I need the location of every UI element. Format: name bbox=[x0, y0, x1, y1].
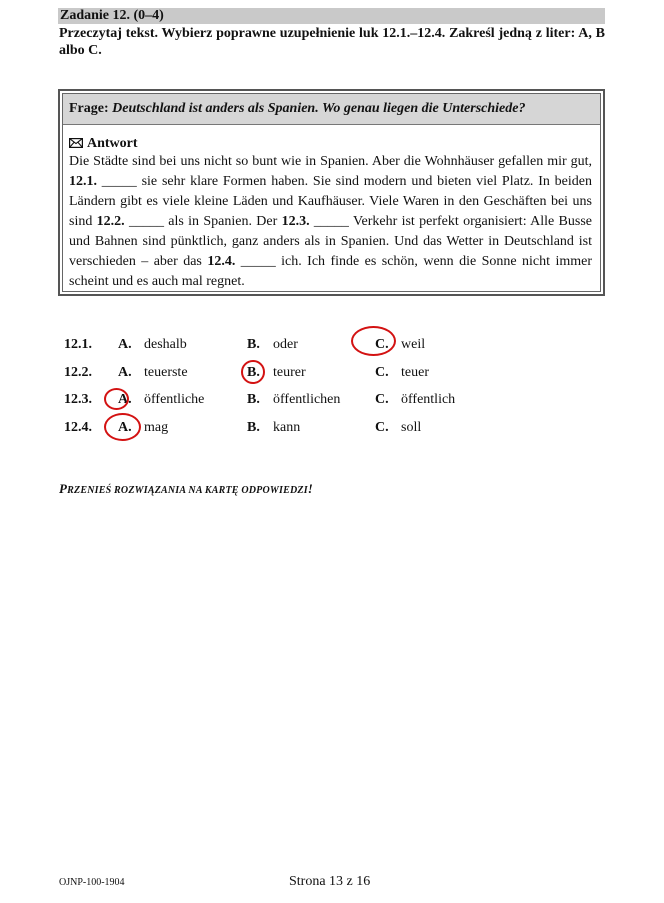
question-prefix: Frage: bbox=[69, 101, 109, 116]
answer-segment: _____ sie sehr klare Formen haben. Sie sind modern und bieten viel Platz. In beiden Ländern gibt es viele kleine Läden und Kaufhäuser. Viele Waren in den Geschäften bei uns sind bbox=[69, 174, 592, 229]
option-a-letter[interactable]: A. bbox=[118, 364, 132, 380]
option-b-letter[interactable]: B. bbox=[247, 419, 260, 435]
answer-circle-mark bbox=[241, 360, 265, 384]
option-c-letter[interactable]: C. bbox=[375, 337, 389, 352]
option-c-text: teuer bbox=[401, 364, 429, 380]
answer-segment: Die Städte sind bei uns nicht so bunt wie in Spanien. Aber die Wohnhäuser gefallen mir gut, bbox=[69, 154, 592, 169]
option-number: 12.4. bbox=[64, 419, 92, 435]
option-number: 12.3. bbox=[64, 392, 92, 407]
task-instruction: Przeczytaj tekst. Wybierz poprawne uzupełnienie luk 12.1.–12.4. Zakreśl jedną z liter: A, B albo C. bbox=[59, 26, 605, 58]
option-a-text: öffentliche bbox=[144, 392, 205, 407]
option-a-letter[interactable]: A. bbox=[118, 337, 132, 352]
option-number: 12.2. bbox=[64, 364, 92, 380]
option-b-letter[interactable]: B. bbox=[247, 337, 260, 352]
option-a-text: mag bbox=[144, 419, 169, 435]
option-a-letter[interactable]: A. bbox=[118, 392, 132, 407]
answer-text bbox=[69, 152, 592, 292]
option-c-letter[interactable]: C. bbox=[375, 364, 389, 380]
option-row-12-4 bbox=[64, 416, 584, 444]
answer-circle-mark bbox=[351, 326, 396, 356]
option-b-text: kann bbox=[273, 419, 301, 435]
page-number: Strona 13 z 16 bbox=[289, 874, 371, 889]
gap-label-12-2: 12.2. bbox=[96, 214, 125, 229]
transfer-note bbox=[59, 481, 313, 497]
document-code: OJNP-100-1904 bbox=[59, 877, 125, 888]
answer-segment: _____ ich. Ich finde es schön, wenn die Sonne nicht immer scheint und es auch mal regnet. bbox=[69, 254, 592, 289]
option-row-12-3 bbox=[64, 388, 584, 416]
answer-title-text: Antwort bbox=[87, 136, 138, 151]
answer-title bbox=[69, 136, 138, 152]
answer-segment: _____ als in Spanien. Der bbox=[124, 214, 282, 229]
answer-circle-mark bbox=[104, 388, 129, 410]
option-a-text: teuerste bbox=[144, 364, 188, 380]
envelope-icon bbox=[69, 138, 83, 148]
transfer-first-letter: P bbox=[59, 481, 68, 496]
option-c-text: weil bbox=[401, 337, 426, 352]
option-c-letter[interactable]: C. bbox=[375, 419, 389, 435]
option-b-text: oder bbox=[273, 337, 298, 352]
option-a-text: deshalb bbox=[144, 337, 187, 352]
gap-label-12-3: 12.3. bbox=[281, 214, 310, 229]
option-row-12-1 bbox=[64, 333, 584, 361]
option-b-text: teurer bbox=[273, 364, 306, 380]
option-row-12-2 bbox=[64, 361, 584, 389]
answer-segment: _____ Verkehr ist perfekt organisiert: Alle Busse und Bahnen sind pünktlich, ganz anders als in Spanien. Und das Wetter in Deutschland ist verschieden – aber das bbox=[69, 214, 592, 269]
gap-label-12-4: 12.4. bbox=[207, 254, 236, 269]
text-frame bbox=[58, 89, 605, 296]
transfer-text: RZENIEŚ ROZWIĄZANIA NA KARTĘ ODPOWIEDZI bbox=[67, 485, 308, 496]
options-list bbox=[64, 333, 584, 443]
gap-label-12-1: 12.1. bbox=[69, 174, 97, 189]
option-b-letter[interactable]: B. bbox=[247, 392, 260, 407]
transfer-end: ! bbox=[307, 481, 314, 496]
option-a-letter[interactable]: A. bbox=[118, 419, 132, 435]
answer-circle-mark bbox=[104, 413, 141, 441]
option-c-text: soll bbox=[401, 419, 422, 435]
question-row bbox=[63, 94, 600, 125]
option-number: 12.1. bbox=[64, 337, 92, 352]
option-c-text: öffentlich bbox=[401, 392, 456, 407]
option-b-text: öffentlichen bbox=[273, 392, 341, 407]
option-c-letter[interactable]: C. bbox=[375, 392, 389, 407]
question-text: Deutschland ist anders als Spanien. Wo genau liegen die Unterschiede? bbox=[112, 101, 526, 116]
task-header: Zadanie 12. (0–4) bbox=[58, 8, 605, 24]
option-b-letter[interactable]: B. bbox=[247, 364, 260, 380]
